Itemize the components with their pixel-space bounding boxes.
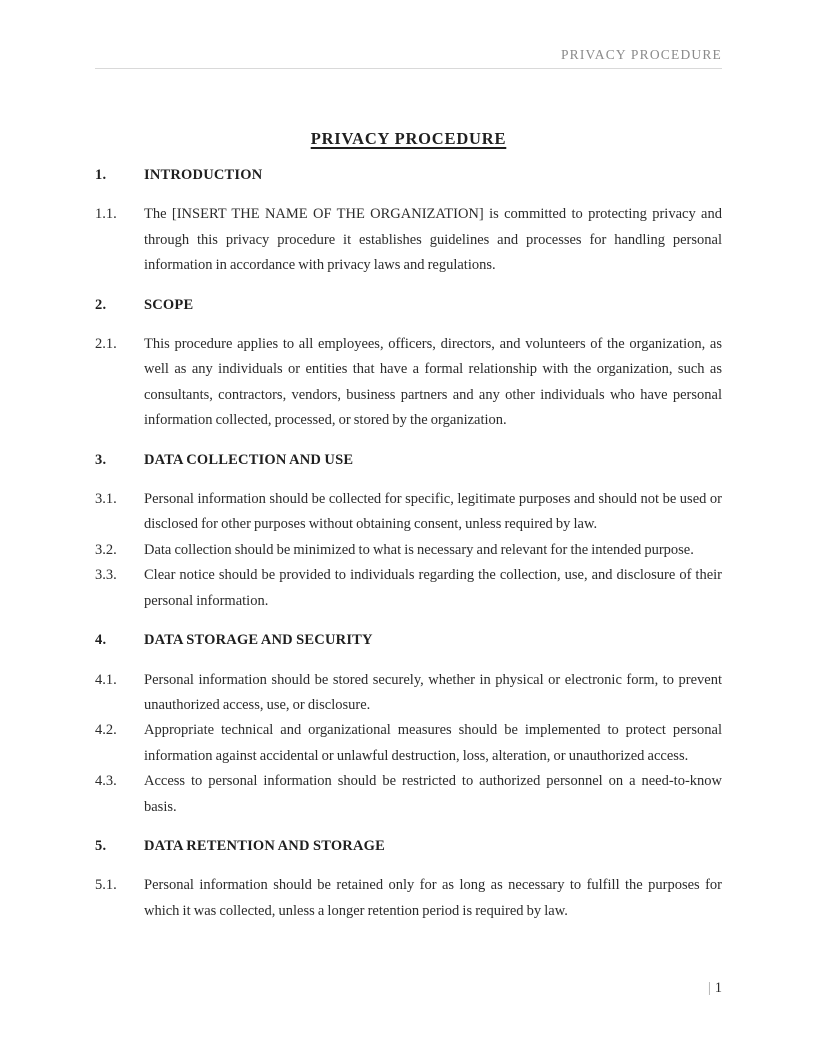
clause-item [95, 873, 722, 924]
clause-item [95, 332, 722, 434]
clause-number: 3.3. [95, 567, 117, 584]
clause-text: Appropriate technical and organizational measures should be implemented to protect personal information against accidental or unlawful destruction, loss, alteration, or unauthorized access. [144, 722, 722, 764]
clause-number: 3.2. [95, 541, 117, 558]
document-section [95, 448, 722, 614]
running-header [95, 0, 722, 69]
clause-item [95, 487, 722, 538]
section-items [95, 873, 722, 924]
clause-text: The [INSERT THE NAME OF THE ORGANIZATION] is committed to protecting privacy and through this privacy procedure it establishes guidelines and processes for handling personal information in accordance with privacy laws and regulations. [144, 206, 722, 274]
section-items [95, 332, 722, 434]
document-section [95, 163, 722, 279]
footer-separator: | [707, 980, 711, 996]
section-number: 2. [95, 296, 107, 313]
clause-number: 5.1. [95, 877, 117, 894]
section-heading-label: DATA STORAGE AND SECURITY [144, 632, 373, 649]
clause-item [95, 563, 722, 614]
section-heading [95, 628, 722, 653]
page-number: 1 [714, 980, 722, 996]
clause-number: 2.1. [95, 336, 117, 353]
clause-text: Data collection should be minimized to what is necessary and relevant for the intended purpose. [144, 541, 694, 558]
clause-text: Access to personal information should be restricted to authorized personnel on a need-to-know basis. [144, 773, 722, 815]
section-number: 5. [95, 837, 107, 854]
clause-number: 4.1. [95, 671, 117, 688]
clause-text: This procedure applies to all employees, officers, directors, and volunteers of the organization, as well as any individuals or entities that have a formal relationship with the organization, such as consultants, contractors, vendors, business partners and any other individuals who have personal information collected, processed, or stored by the organization. [144, 336, 722, 429]
section-heading-label: INTRODUCTION [144, 167, 263, 183]
section-heading [95, 448, 722, 473]
document-section [95, 834, 722, 924]
section-items [95, 202, 722, 278]
clause-text: Clear notice should be provided to individuals regarding the collection, use, and disclosure of their personal information. [144, 567, 722, 609]
running-header-text: PRIVACY PROCEDURE [560, 47, 722, 62]
clause-text: Personal information should be collected for specific, legitimate purposes and should not be used or disclosed for other purposes without obtaining consent, unless required by law. [144, 491, 722, 533]
clause-item [95, 538, 722, 563]
clause-item [95, 718, 722, 769]
title-row [95, 129, 722, 149]
section-heading-label: DATA COLLECTION AND USE [144, 451, 354, 468]
sections-container [95, 163, 722, 924]
document-section [95, 293, 722, 434]
section-heading-label: DATA RETENTION AND STORAGE [144, 837, 385, 854]
page-footer [708, 980, 722, 996]
section-heading [95, 163, 722, 188]
clause-number: 4.2. [95, 722, 117, 739]
clause-text: Personal information should be retained only for as long as necessary to fulfill the purposes for which it was collected, unless a longer retention period is required by law. [144, 877, 722, 919]
section-heading [95, 834, 722, 859]
clause-item [95, 668, 722, 719]
document-section [95, 628, 722, 820]
clause-number: 4.3. [95, 773, 117, 790]
section-number: 1. [95, 167, 107, 183]
clause-number: 1.1. [95, 206, 117, 223]
document-title: PRIVACY PROCEDURE [310, 129, 507, 148]
section-items [95, 668, 722, 820]
section-number: 4. [95, 632, 107, 649]
clause-item [95, 202, 722, 278]
section-heading-label: SCOPE [144, 296, 194, 313]
section-items [95, 487, 722, 614]
clause-number: 3.1. [95, 491, 117, 508]
section-heading [95, 293, 722, 318]
clause-item [95, 769, 722, 820]
clause-text: Personal information should be stored securely, whether in physical or electronic form, to prevent unauthorized access, use, or disclosure. [144, 671, 722, 713]
section-number: 3. [95, 451, 107, 468]
